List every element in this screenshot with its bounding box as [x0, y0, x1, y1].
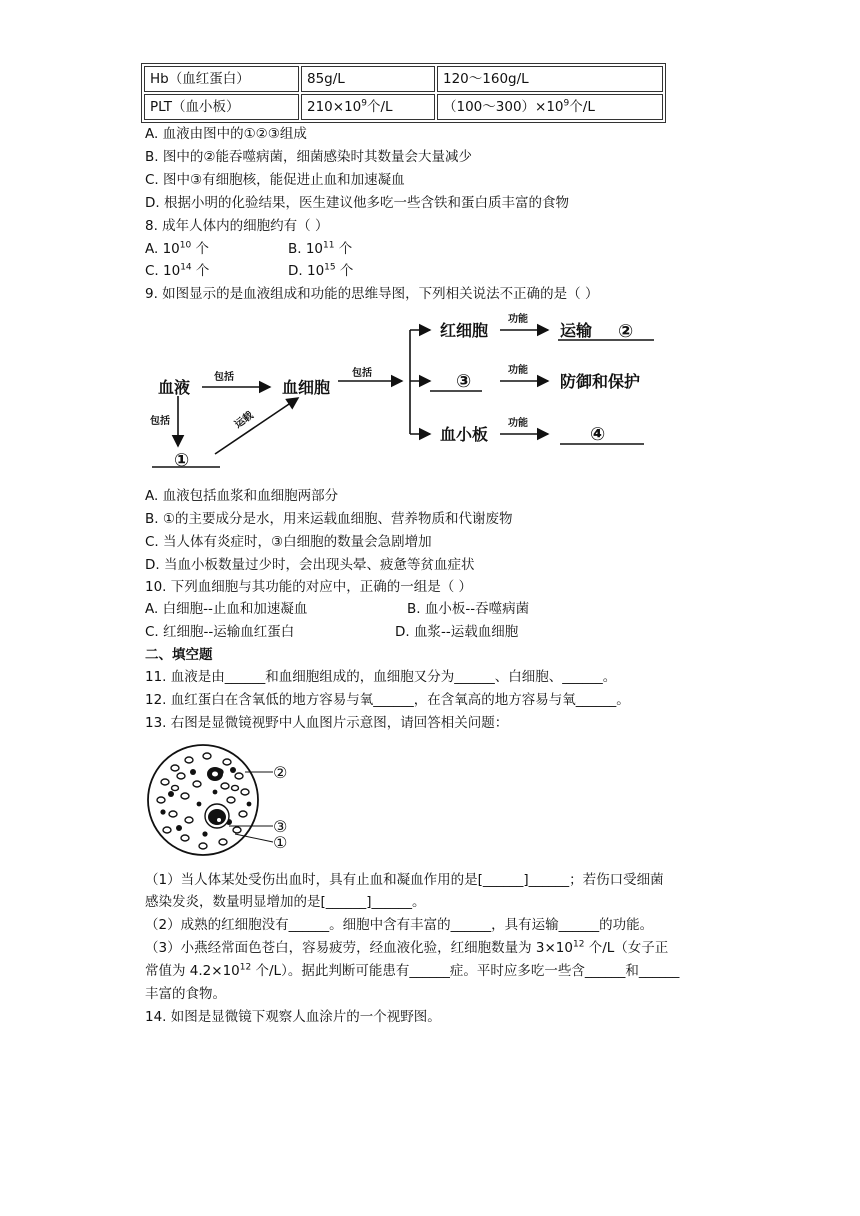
- transport-verb-label: 运载: [232, 410, 256, 431]
- defense-label: 防御和保护: [560, 372, 641, 391]
- q14-stem: 14. 如图是显微镜下观察人血涂片的一个视野图。: [145, 1009, 441, 1025]
- q9-option-c: C. 当人体有炎症时，③白细胞的数量会急剧增加: [145, 534, 432, 550]
- q12-text: 12. 血红蛋白在含氧低的地方容易与氧______，在含氧高的地方容易与氧______。: [145, 692, 630, 708]
- q10-option-d: D. 血浆--运载血细胞: [395, 624, 519, 640]
- q7-option-a: A. 血液由图中的①②③组成: [145, 126, 307, 142]
- table-cell-item: PLT（血小板）: [144, 94, 299, 120]
- figure-label-2: ②: [273, 763, 288, 782]
- q13-part3-line1: （3）小燕经常面色苍白，容易疲劳，经血液化验，红细胞数量为 $3\times 10^{12}$ 个/L（女子正: [145, 939, 669, 956]
- blood-label: 血液: [158, 378, 191, 397]
- q7-option-c: C. 图中③有细胞核，能促进止血和加速凝血: [145, 172, 405, 188]
- blank-1-label: ①: [174, 450, 190, 471]
- microscope-blood-smear-figure: [145, 742, 305, 858]
- blood-cells-label: 血细胞: [282, 378, 331, 397]
- q10-option-a: A. 白细胞--止血和加速凝血: [145, 601, 308, 617]
- figure-label-3: ③: [273, 817, 288, 836]
- q13-part3-line3: 丰富的食物。: [145, 986, 226, 1002]
- q13-part3-line2: 常值为 $4.2\times 10^{12}$ 个/L）。据此判断可能患有______症。平时应多吃一些含______和______: [145, 962, 680, 979]
- platelet-label: 血小板: [440, 425, 489, 444]
- q8-option-b: B. $10^{11}$ 个: [288, 240, 353, 257]
- lab-results-table: [141, 63, 666, 123]
- transport-label: 运输: [560, 321, 593, 340]
- table-cell-reference: 120～160g/L: [437, 66, 663, 92]
- figure-label-1: ①: [273, 833, 288, 852]
- q9-option-a: A. 血液包括血浆和血细胞两部分: [145, 488, 339, 504]
- function-label: 功能: [508, 418, 528, 429]
- q8-stem: 8. 成年人体内的细胞约有（ ）: [145, 218, 329, 234]
- blank-4-label: ④: [590, 424, 606, 445]
- include-label: 包括: [150, 416, 170, 427]
- q11-text: 11. 血液是由______和血细胞组成的，血细胞又分为______、白细胞、______。: [145, 669, 617, 685]
- blank-3-label: ③: [456, 371, 472, 392]
- q7-option-d: D. 根据小明的化验结果，医生建议他多吃一些含铁和蛋白质丰富的食物: [145, 195, 569, 211]
- table-row: [144, 66, 663, 92]
- table-row: [144, 94, 663, 120]
- include-label: 包括: [214, 372, 234, 383]
- q8-option-c: C. $10^{14}$ 个: [145, 262, 210, 279]
- function-label: 功能: [508, 365, 528, 376]
- q8-option-a: A. $10^{10}$ 个: [145, 240, 210, 257]
- table-cell-value: $210\times 10^9$个/L: [301, 94, 435, 120]
- table-cell-item: Hb（血红蛋白）: [144, 66, 299, 92]
- blank-2-label: ②: [618, 321, 634, 342]
- q9-option-b: B. ①的主要成分是水，用来运载血细胞、营养物质和代谢废物: [145, 511, 513, 527]
- q9-option-d: D. 当血小板数量过少时，会出现头晕、疲惫等贫血症状: [145, 557, 475, 573]
- q13-stem: 13. 右图是显微镜视野中人血图片示意图，请回答相关问题：: [145, 715, 509, 731]
- q7-option-b: B. 图中的②能吞噬病菌，细菌感染时其数量会大量减少: [145, 149, 472, 165]
- blood-mind-map-diagram: [140, 306, 680, 476]
- table-cell-reference: $(100\sim 300)\times 10^9$个/L: [437, 94, 663, 120]
- q8-option-d: D. $10^{15}$ 个: [288, 262, 354, 279]
- q10-stem: 10. 下列血细胞与其功能的对应中，正确的一组是（ ）: [145, 579, 473, 595]
- q13-part2: （2）成熟的红细胞没有______。细胞中含有丰富的______，具有运输______的功能。: [145, 917, 654, 933]
- table-cell-value: 85g/L: [301, 66, 435, 92]
- function-label: 功能: [508, 314, 528, 325]
- section-heading: 二、填空题: [145, 647, 213, 663]
- q9-stem: 9. 如图显示的是血液组成和功能的思维导图，下列相关说法不正确的是（ ）: [145, 286, 599, 302]
- q10-option-b: B. 血小板--吞噬病菌: [407, 601, 530, 617]
- q10-option-c: C. 红细胞--运输血红蛋白: [145, 624, 295, 640]
- q13-part1-line1: （1）当人体某处受伤出血时，具有止血和凝血作用的是[______]______；若伤口受细菌: [145, 872, 664, 888]
- include-label: 包括: [352, 368, 372, 379]
- rbc-label: 红细胞: [440, 321, 489, 340]
- q13-part1-line2: 感染发炎，数量明显增加的是[______]______。: [145, 894, 426, 910]
